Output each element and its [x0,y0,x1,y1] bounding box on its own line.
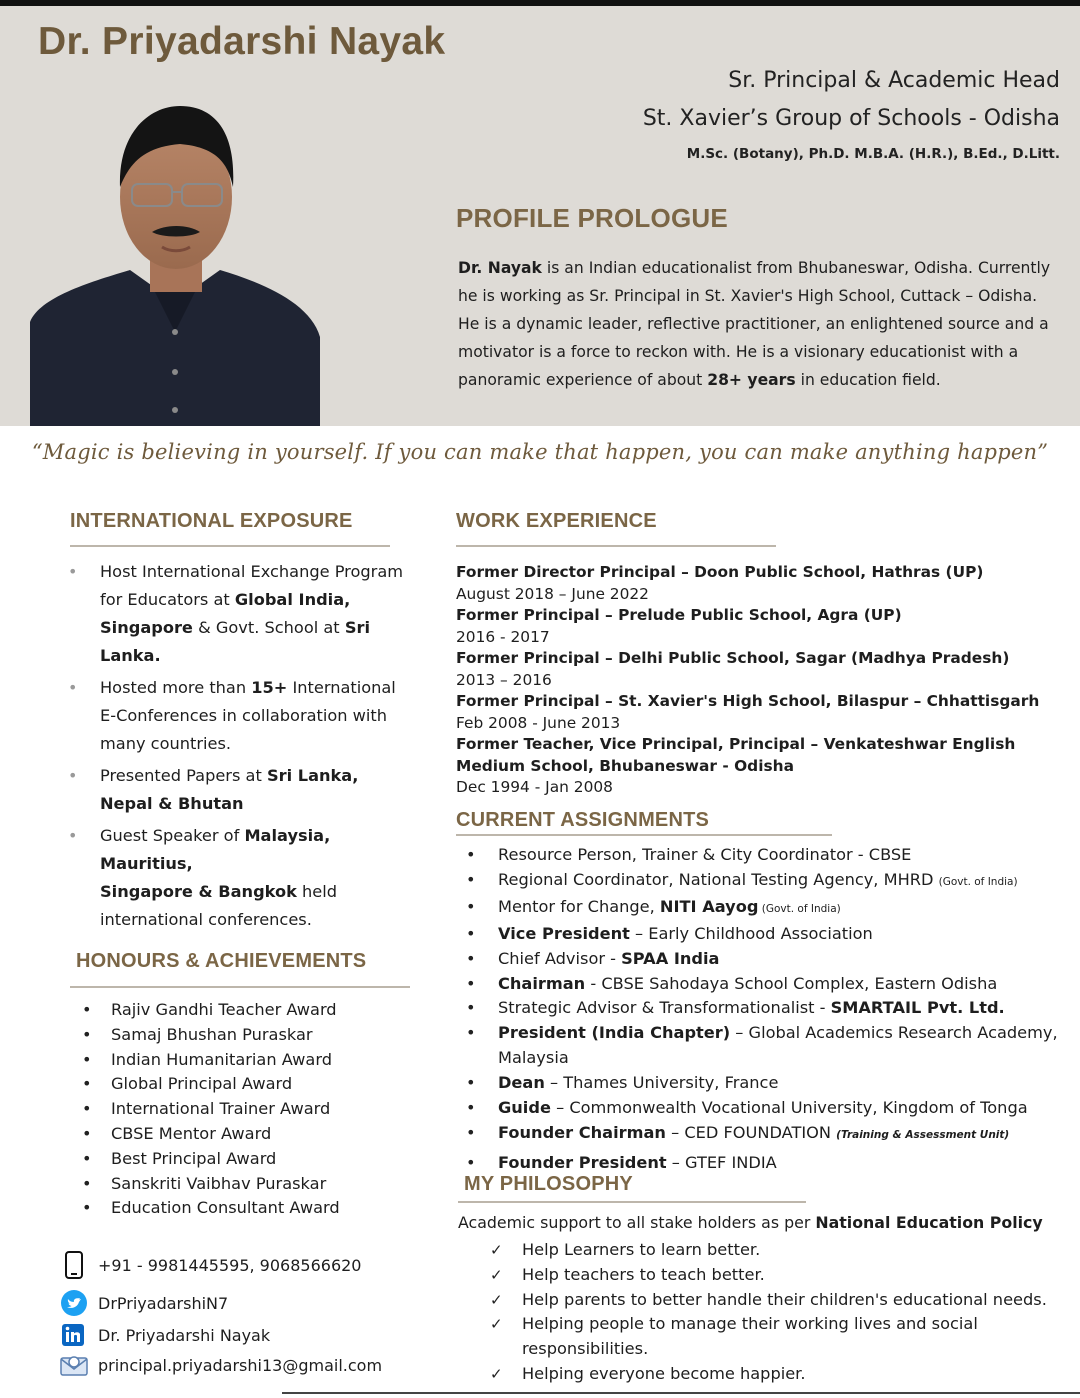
list-item: • President (India Chapter) – Global Academics Research Academy, Malaysia [466,1021,1066,1071]
list-item: • Chief Advisor - SPAA India [466,947,1066,972]
list-item: • Host International Exchange Program for Educators at Global India, Singapore & Govt. School at Sri Lanka. [62,558,412,670]
international-heading: INTERNATIONAL EXPOSURE [70,510,353,532]
honours-rule [70,986,410,988]
linkedin-text: Dr. Priyadarshi Nayak [98,1325,271,1345]
twitter-text: DrPriyadarshiN7 [98,1293,229,1313]
list-item: • Indian Humanitarian Award [80,1048,420,1073]
quote: “Magic is believing in yourself. If you can make that happen, you can make anything happen” [31,440,1049,464]
prologue-heading: PROFILE PROLOGUE [456,203,728,233]
current-rule [456,834,832,836]
linkedin-icon [60,1321,88,1349]
list-item: • Regional Coordinator, National Testing Agency, MHRD (Govt. of India) [466,868,1066,895]
contact-linkedin[interactable] [60,1321,440,1349]
list-item: Former Principal – Prelude Public School, Agra (UP) 2016 - 2017 [456,606,902,646]
work-list [456,562,1056,799]
list-item: ✓ Help teachers to teach better. [490,1263,1080,1288]
list-item: • Guest Speaker of Malaysia, Mauritius, Singapore & Bangkok held international conferences. [62,822,412,934]
list-item: • Global Principal Award [80,1072,420,1097]
list-item: • Dean – Thames University, France [466,1071,1066,1096]
list-item: ✓ Help Learners to learn better. [490,1238,1080,1263]
list-item: • Mentor for Change, NITI Aayog (Govt. of India) [466,895,1066,922]
prologue-main: is an Indian educationalist from Bhubaneswar, Odisha. Currently he is working as Sr. Principal in St. Xavier's High School, Cuttack – Odisha. He is a dynamic leader, reflective practitioner, an enlightened source and a motivator is a force to reckon with. He is a visionary educationist with a panoramic experience of about [458,259,1051,389]
list-item: ✓ Helping people to manage their working lives and social responsibilities. [490,1312,1080,1362]
list-item: • Vice President – Early Childhood Association [466,922,1066,947]
prologue-text [458,254,1058,394]
list-item: Former Principal – Delhi Public School, Sagar (Madhya Pradesh) 2013 – 2016 [456,649,1010,689]
list-item: • Rajiv Gandhi Teacher Award [80,998,420,1023]
prologue-end: in education field. [795,371,941,389]
prologue-years: 28+ years [707,371,796,389]
bottom-rule [282,1392,1080,1394]
list-item: Former Director Principal – Doon Public School, Hathras (UP) August 2018 – June 2022 [456,563,984,603]
contact-phone [60,1251,440,1279]
list-item: • Presented Papers at Sri Lanka, Nepal & Bhutan [62,762,412,818]
philosophy-heading: MY PHILOSOPHY [464,1173,633,1195]
philosophy-rule [458,1201,806,1203]
qualifications: M.Sc. (Botany), Ph.D. M.B.A. (H.R.), B.Ed., D.Litt. [686,146,1060,162]
list-item: ✓ Helping everyone become happier. [490,1362,1080,1387]
list-item: • Guide – Commonwealth Vocational University, Kingdom of Tonga [466,1096,1066,1121]
list-item: ✓ Help parents to better handle their children's educational needs. [490,1288,1080,1313]
international-list [62,558,412,938]
list-item: • International Trainer Award [80,1097,420,1122]
list-item: • Samaj Bhushan Puraskar [80,1023,420,1048]
list-item: • Founder Chairman – CED FOUNDATION (Training & Assessment Unit) [466,1121,1066,1148]
list-item: • Founder President – GTEF INDIA [466,1151,1066,1176]
email-icon [60,1351,88,1379]
list-item: • CBSE Mentor Award [80,1122,420,1147]
profile-photo [30,92,320,426]
designation: Sr. Principal & Academic Head [728,68,1060,93]
phone-icon [60,1251,88,1279]
list-item: Former Principal – St. Xavier's High School, Bilaspur – Chhattisgarh Feb 2008 - June 2013 [456,692,1040,732]
philosophy-list [490,1238,1080,1387]
twitter-icon [60,1289,88,1317]
list-item: • Resource Person, Trainer & City Coordinator - CBSE [466,843,1066,868]
philosophy-intro: Academic support to all stake holders as per National Education Policy [458,1213,1043,1232]
list-item: • Chairman - CBSE Sahodaya School Complex, Eastern Odisha [466,972,1066,997]
list-item: • Sanskriti Vaibhav Puraskar [80,1172,420,1197]
phone-text: +91 - 9981445595, 9068566620 [98,1255,362,1275]
organisation: St. Xavier’s Group of Schools - Odisha [642,106,1060,131]
international-rule [70,545,390,547]
prologue-name: Dr. Nayak [458,259,542,277]
email-text: principal.priyadarshi13@gmail.com [98,1355,383,1375]
list-item: • Hosted more than 15+ International E-Conferences in collaboration with many countries. [62,674,412,758]
contact-email[interactable] [60,1351,440,1379]
honours-heading: HONOURS & ACHIEVEMENTS [76,950,367,972]
contact-twitter[interactable] [60,1289,440,1317]
work-heading: WORK EXPERIENCE [456,510,657,532]
current-heading: CURRENT ASSIGNMENTS [456,809,710,831]
list-item: • Strategic Advisor & Transformationalist - SMARTAIL Pvt. Ltd. [466,996,1066,1021]
list-item: • Best Principal Award [80,1147,420,1172]
work-rule [456,545,776,547]
current-list [466,843,1066,1176]
list-item: • Education Consultant Award [80,1196,420,1221]
honours-list [80,998,420,1221]
list-item: Former Teacher, Vice Principal, Principal – Venkateshwar English Medium School, Bhubaneswar - Odisha Dec 1994 - Jan 2008 [456,735,1016,796]
person-name: Dr. Priyadarshi Nayak [38,20,446,63]
